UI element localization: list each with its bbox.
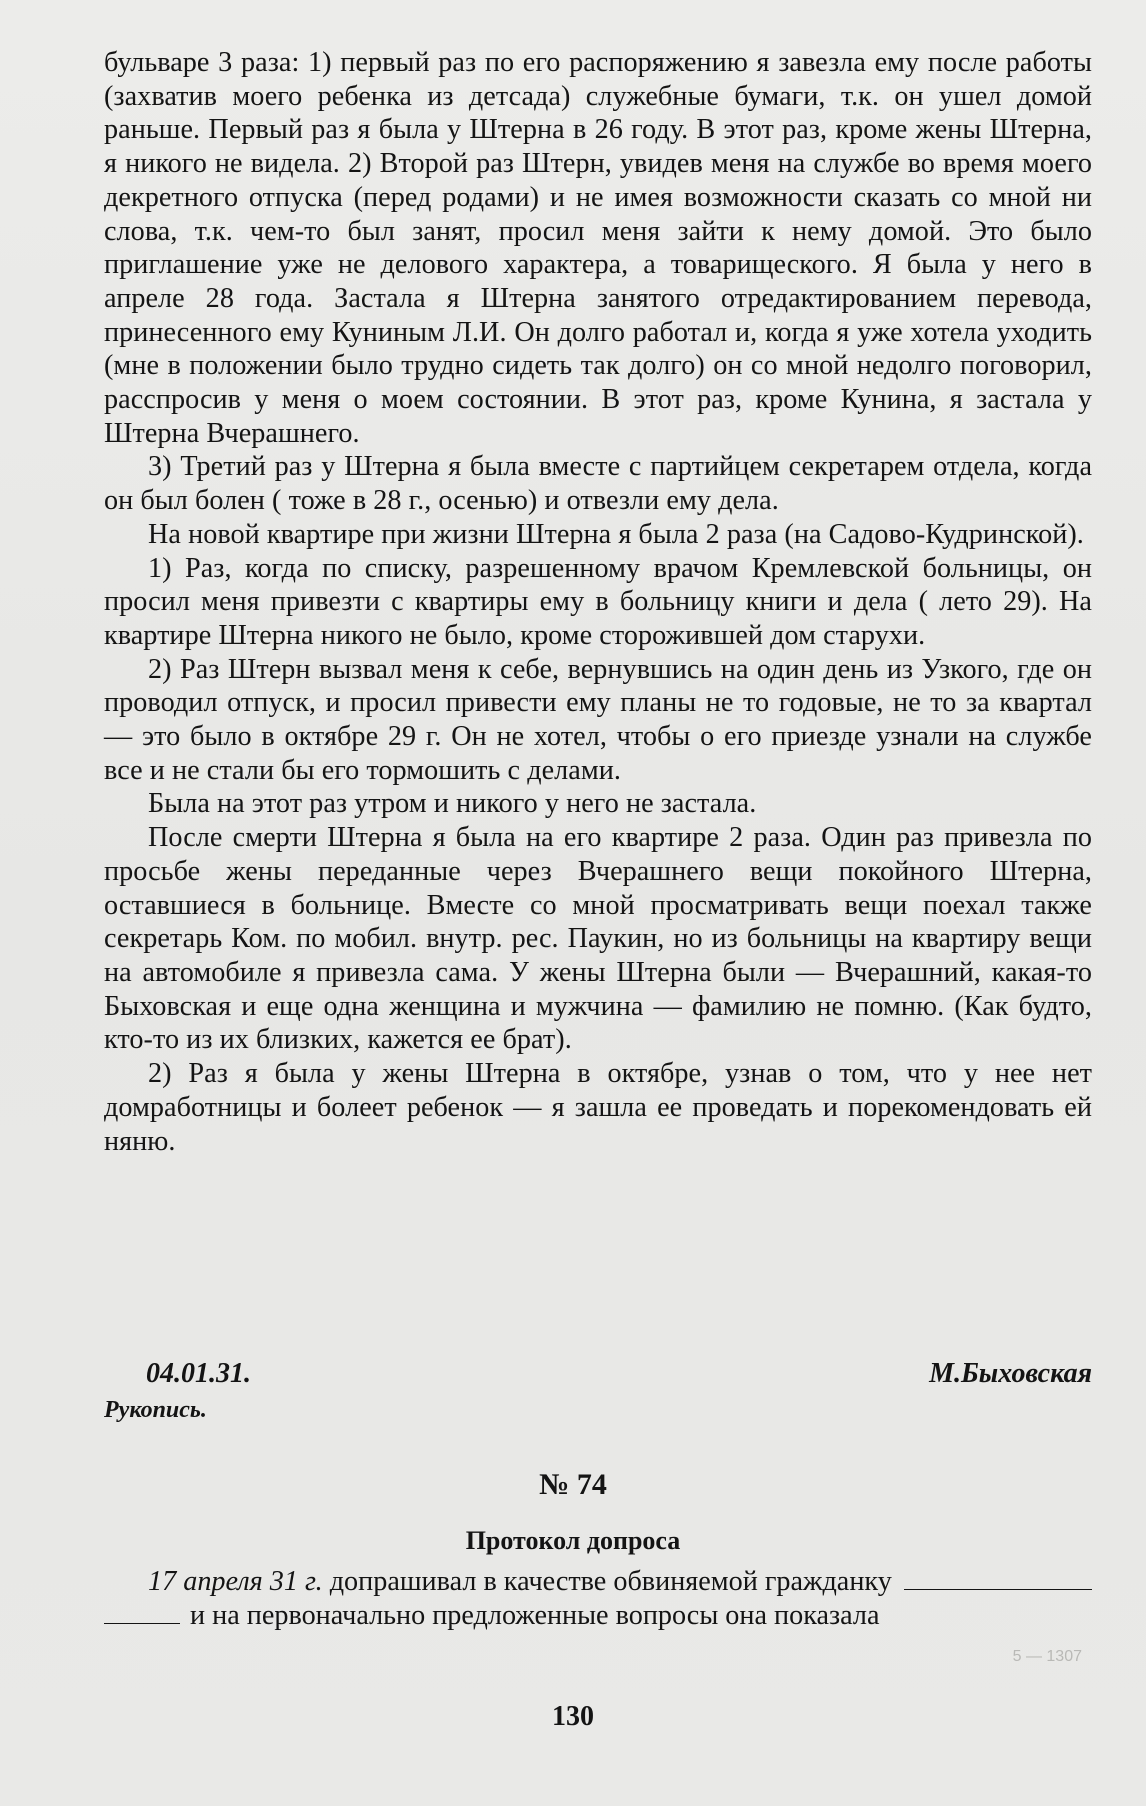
source-note: Рукопись. [104, 1397, 207, 1423]
name-blank-line [904, 1567, 1092, 1590]
paragraph-3: На новой квартире при жизни Штерна я была 2 раза (на Садово-Кудринской). [148, 518, 1084, 550]
name-blank-line-cont [104, 1601, 180, 1624]
signature-date: 04.01.31. [146, 1358, 251, 1389]
document-title: Протокол допроса [465, 1526, 681, 1555]
paragraph-2: 3) Третий раз у Штерна я была вместе с партийцем секретарем отдела, когда он был болен ( тоже в 28 г., осенью) и отвезли ему дела. [104, 451, 1092, 517]
protocol-line-1-text: допрашивал в качестве обвиняемой гражданку [329, 1566, 892, 1597]
paragraph-1: бульваре 3 раза: 1) первый раз по его распоряжению я завезла ему после работы (захватив моего ребенка из детсада) служебные бумаги, т.к. он ушел домой раньше. Первый раз я была у Штерна в 26 году. В этот раз, кроме жены Штерна, я никого не видела. 2) Второй раз Штерн, увидев меня на службе во время моего декретного отпуска (перед родами) и не имея возможности сказать со мной ни слова, т.к. чем-то был занят, просил меня зайти к нему домой. Это было приглашение уже не делового характера, а товарищеского. Я была у него в апреле 28 года. Застала я Штерна занятого отредактированием перевода, принесенного ему Куниным Л.И. Он долго работал и, когда я уже хотела уходить (мне в положении было трудно сидеть так долго) он со мной недолго поговорил, расспросив у меня о моем состоянии. В этот раз, кроме Кунина, я застала у Штерна Вчерашнего. [104, 47, 1092, 449]
protocol-line-1 [104, 1565, 1092, 1599]
signature-name: М.Быховская [929, 1358, 1092, 1389]
protocol-line-2-text: и на первоначально предложенные вопросы она показала [190, 1599, 880, 1631]
page-number: 130 [552, 1701, 594, 1732]
body-text [104, 46, 1092, 1158]
protocol-date: 17 апреля 31 г. [148, 1566, 323, 1597]
paragraph-6: Была на этот раз утром и никого у него не застала. [148, 788, 757, 820]
paragraph-5: 2) Раз Штерн вызвал меня к себе, вернувшись на один день из Узкого, где он проводил отпуск, и просил привести ему планы не то годовые, не то за квартал — это было в октябре 29 г. Он не хотел, чтобы о его приезде узнали на службе все и не стали бы его тормошить с делами. [104, 653, 1092, 786]
protocol-line-2 [104, 1599, 1092, 1633]
paragraph-7: После смерти Штерна я была на его квартире 2 раза. Один раз привезла по просьбе жены переданные через Вчерашнего вещи покойного Штерна, оставшиеся в больнице. Вместе со мной просматривать вещи поехал также секретарь Ком. по мобил. внутр. рес. Паукин, но из больницы на квартиру вещи на автомобиле я привезла сама. У жены Штерна были — Вчерашний, какая-то Быховская и еще одна женщина и мужчина — фамилию не помню. (Как будто, кто-то из их близких, кажется ее брат). [104, 822, 1092, 1056]
paragraph-4: 1) Раз, когда по списку, разрешенному врачом Кремлевской больницы, он просил меня привезти с квартиры ему в больницу книги и дела ( лето 29). На квартире Штерна никого не было, кроме сторожившей дом старухи. [104, 552, 1092, 651]
paragraph-8: 2) Раз я была у жены Штерна в октябре, узнав о том, что у нее нет домработницы и болеет ребенок — я зашла ее проведать и порекомендовать ей няню. [104, 1058, 1092, 1157]
document-number: № 74 [539, 1468, 607, 1501]
bleed-through-mark: 5 — 1307 [1012, 1648, 1082, 1665]
protocol-opening [104, 1565, 1092, 1632]
